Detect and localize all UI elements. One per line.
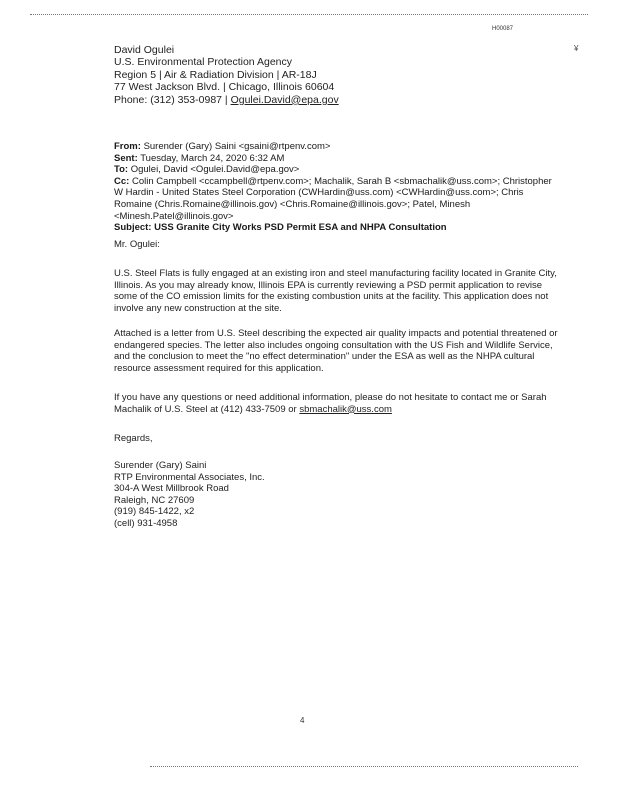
bottom-scan-edge — [150, 766, 578, 769]
top-scan-edge — [30, 14, 588, 17]
sig-agency: U.S. Environmental Protection Agency — [114, 56, 293, 69]
salutation: Mr. Ogulei: — [114, 239, 160, 250]
corner-mark: ¥ — [574, 44, 579, 53]
contact-email-link[interactable]: sbmachalik@uss.com — [299, 403, 392, 415]
sig-email-link[interactable]: Ogulei.David@epa.gov — [230, 93, 339, 106]
closing-city: Raleigh, NC 27609 — [114, 494, 195, 506]
subject-row: Subject: USS Granite City Works PSD Permit ESA and NHPA Consultation — [114, 222, 447, 234]
to-row: To: Ogulei, David <Ogulei.David@epa.gov> — [114, 164, 300, 176]
paragraph-1: U.S. Steel Flats is fully engaged at an existing iron and steel manufacturing facility located in Granite City, Illinois. As you may already know, Illinois EPA is currently reviewing a PSD permit application to revise some of the CO emission limits for the existing combustion units at the facility. This application does not involve any new construction at the site. — [114, 268, 557, 314]
closing-name: Surender (Gary) Saini — [114, 460, 207, 471]
closing-signature — [114, 460, 265, 530]
closing-street: 304-A West Millbrook Road — [114, 483, 229, 495]
closing-cell: (cell) 931-4958 — [114, 517, 178, 529]
from-value: Surender (Gary) Saini <gsaini@rtpenv.com> — [143, 141, 331, 152]
sent-row: Sent: Tuesday, March 24, 2020 6:32 AM — [114, 152, 285, 164]
paragraph-2: Attached is a letter from U.S. Steel describing the expected air quality impacts and potential threatened or endangered species. The letter also includes ongoing consultation with the US Fish and Wildlife Service, and the conclusion to meet the "no effect determination" under the ESA as well as the NHPA cultural resource assessment required for this application. — [114, 328, 558, 374]
sent-value: Tuesday, March 24, 2020 6:32 AM — [140, 152, 285, 164]
paragraph-3-text: If you have any questions or need additional information, please do not hesitate to contact me or Sarah Machalik of U.S. Steel at (412) 433-7509 or — [114, 392, 547, 415]
sig-phone-line — [114, 94, 339, 106]
paragraph-3 — [114, 392, 562, 415]
closing-phone: (919) 845-1422, x2 — [114, 506, 195, 518]
bates-number: H00087 — [492, 26, 514, 32]
sig-address: 77 West Jackson Blvd. | Chicago, Illinois 60604 — [114, 81, 335, 94]
cc-value: Colin Campbell <ccampbell@rtpenv.com>; Machalik, Sarah B <sbmachalik@uss.com>; Christopher W Hardin - United States Steel Corporation (CWHardin@uss.com) <CWHardin@uss.com>; Chris Romaine (Chris.Romaine@illinois.gov) <Chris.Romaine@illinois.gov>; Patel, Minesh <Minesh.Patel@illinois.gov> — [114, 175, 552, 222]
signature-block — [114, 44, 339, 106]
sig-division: Region 5 | Air & Radiation Division | AR-18J — [114, 68, 317, 81]
sig-phone: Phone: (312) 353-0987 | — [114, 93, 231, 106]
cc-row: Cc: Colin Campbell <ccampbell@rtpenv.com>; Machalik, Sarah B <sbmachalik@uss.com>; Christopher W Hardin - United States Steel Corporation (CWHardin@uss.com) <CWHardin@uss.com>; Chris Romaine (Chris.Romaine@illinois.gov) <Chris.Romaine@illinois.gov>; Patel, Minesh <Minesh.Patel@illinois.gov> — [114, 175, 552, 222]
regards: Regards, — [114, 433, 153, 444]
closing-company: RTP Environmental Associates, Inc. — [114, 471, 265, 483]
page-number: 4 — [300, 716, 305, 725]
subject-value: USS Granite City Works PSD Permit ESA and NHPA Consultation — [154, 222, 447, 234]
sig-name: David Ogulei — [114, 44, 175, 56]
from-row: From: Surender (Gary) Saini <gsaini@rtpenv.com> — [114, 141, 331, 152]
email-header — [114, 141, 562, 234]
to-value: Ogulei, David <Ogulei.David@epa.gov> — [130, 164, 300, 176]
